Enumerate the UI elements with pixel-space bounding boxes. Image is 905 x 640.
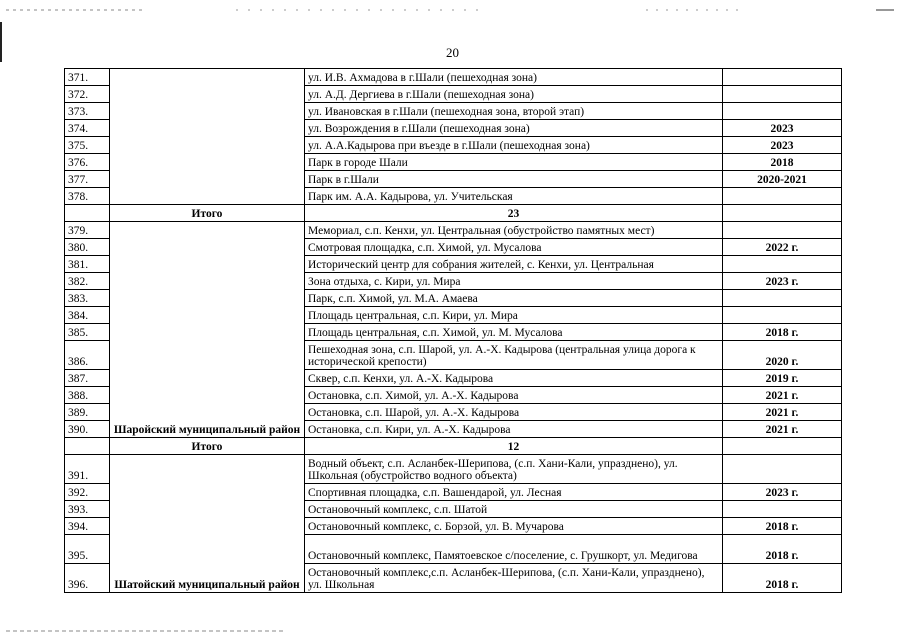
object-name: Остановочный комплекс, с.п. Шатой — [305, 501, 723, 518]
row-number: 377. — [65, 171, 110, 188]
row-number: 383. — [65, 290, 110, 307]
row-number: 392. — [65, 484, 110, 501]
row-number: 390. — [65, 421, 110, 438]
year — [723, 69, 842, 86]
year — [723, 103, 842, 120]
object-name: Остановочный комплекс, Памятоевское с/поселение, с. Грушкорт, ул. Медигова — [305, 535, 723, 564]
row-number: 382. — [65, 273, 110, 290]
year: 2023 — [723, 137, 842, 154]
total-value: 12 — [305, 438, 723, 455]
year: 2019 г. — [723, 370, 842, 387]
district-name: Шатойский муниципальный район — [110, 455, 305, 593]
row-number: 388. — [65, 387, 110, 404]
row-number: 394. — [65, 518, 110, 535]
object-name: Мемориал, с.п. Кенхи, ул. Центральная (обустройство памятных мест) — [305, 222, 723, 239]
row-number: 384. — [65, 307, 110, 324]
object-name: ул. Ивановская в г.Шали (пешеходная зона, второй этап) — [305, 103, 723, 120]
object-name: Остановка, с.п. Шарой, ул. А.-Х. Кадырова — [305, 404, 723, 421]
object-name: ул. А.Д. Дергиева в г.Шали (пешеходная зона) — [305, 86, 723, 103]
year — [723, 188, 842, 205]
total-value: 23 — [305, 205, 723, 222]
object-name: Сквер, с.п. Кенхи, ул. А.-Х. Кадырова — [305, 370, 723, 387]
district-cell — [110, 69, 305, 205]
table-row — [65, 455, 842, 484]
year — [723, 501, 842, 518]
row-number: 376. — [65, 154, 110, 171]
scan-artifact-top — [6, 6, 896, 14]
year: 2018 г. — [723, 535, 842, 564]
row-number: 374. — [65, 120, 110, 137]
object-name: Остановочный комплекс,с.п. Асланбек-Шерипова, (с.п. Хани-Кали, упразднено), ул. Школьная — [305, 564, 723, 593]
scan-artifact-bottom — [6, 627, 896, 635]
object-name: Исторический центр для собрания жителей, с. Кенхи, ул. Центральная — [305, 256, 723, 273]
table-row — [65, 69, 842, 86]
year: 2018 г. — [723, 518, 842, 535]
object-name: Парк им. А.А. Кадырова, ул. Учительская — [305, 188, 723, 205]
total-row — [65, 438, 842, 455]
object-name: Площадь центральная, с.п. Химой, ул. М. Мусалова — [305, 324, 723, 341]
object-name: Спортивная площадка, с.п. Вашендарой, ул. Лесная — [305, 484, 723, 501]
year: 2021 г. — [723, 387, 842, 404]
total-label: Итого — [110, 205, 305, 222]
year: 2023 — [723, 120, 842, 137]
object-name: Смотровая площадка, с.п. Химой, ул. Мусалова — [305, 239, 723, 256]
year: 2020 г. — [723, 341, 842, 370]
row-number: 385. — [65, 324, 110, 341]
object-name: Пешеходная зона, с.п. Шарой, ул. А.-Х. Кадырова (центральная улица дорога к исторической крепости) — [305, 341, 723, 370]
year — [723, 256, 842, 273]
page-number: 20 — [446, 45, 459, 60]
object-name: Остановочный комплекс, с. Борзой, ул. В. Мучарова — [305, 518, 723, 535]
year: 2018 г. — [723, 324, 842, 341]
row-number: 393. — [65, 501, 110, 518]
row-number: 396. — [65, 564, 110, 593]
total-label: Итого — [110, 438, 305, 455]
row-number: 371. — [65, 69, 110, 86]
object-name: Парк, с.п. Химой, ул. М.А. Амаева — [305, 290, 723, 307]
object-name: Водный объект, с.п. Асланбек-Шерипова, (с.п. Хани-Кали, упразднено), ул. Школьная (обустройство водного объекта) — [305, 455, 723, 484]
year — [723, 86, 842, 103]
year — [723, 290, 842, 307]
object-name: Зона отдыха, с. Кири, ул. Мира — [305, 273, 723, 290]
table-row — [65, 222, 842, 239]
row-number: 387. — [65, 370, 110, 387]
objects-table — [64, 68, 842, 593]
year: 2021 г. — [723, 421, 842, 438]
row-number: 381. — [65, 256, 110, 273]
row-number: 389. — [65, 404, 110, 421]
year: 2023 г. — [723, 484, 842, 501]
object-name: ул. И.В. Ахмадова в г.Шали (пешеходная зона) — [305, 69, 723, 86]
row-number: 380. — [65, 239, 110, 256]
year: 2020-2021 — [723, 171, 842, 188]
year: 2022 г. — [723, 239, 842, 256]
object-name: Площадь центральная, с.п. Кири, ул. Мира — [305, 307, 723, 324]
year — [723, 222, 842, 239]
object-name: Парк в городе Шали — [305, 154, 723, 171]
row-number: 372. — [65, 86, 110, 103]
object-name: Остановка, с.п. Химой, ул. А.-Х. Кадырова — [305, 387, 723, 404]
year — [723, 455, 842, 484]
object-name: Парк в г.Шали — [305, 171, 723, 188]
row-number: 379. — [65, 222, 110, 239]
row-number: 375. — [65, 137, 110, 154]
row-number: 395. — [65, 535, 110, 564]
row-number: 378. — [65, 188, 110, 205]
total-row — [65, 205, 842, 222]
year: 2021 г. — [723, 404, 842, 421]
year: 2018 — [723, 154, 842, 171]
object-name: Остановка, с.п. Кири, ул. А.-Х. Кадырова — [305, 421, 723, 438]
row-number: 386. — [65, 341, 110, 370]
year: 2023 г. — [723, 273, 842, 290]
district-name: Шаройский муниципальный район — [110, 222, 305, 438]
year: 2018 г. — [723, 564, 842, 593]
row-number: 391. — [65, 455, 110, 484]
row-number: 373. — [65, 103, 110, 120]
year — [723, 307, 842, 324]
object-name: ул. Возрождения в г.Шали (пешеходная зона) — [305, 120, 723, 137]
object-name: ул. А.А.Кадырова при въезде в г.Шали (пешеходная зона) — [305, 137, 723, 154]
